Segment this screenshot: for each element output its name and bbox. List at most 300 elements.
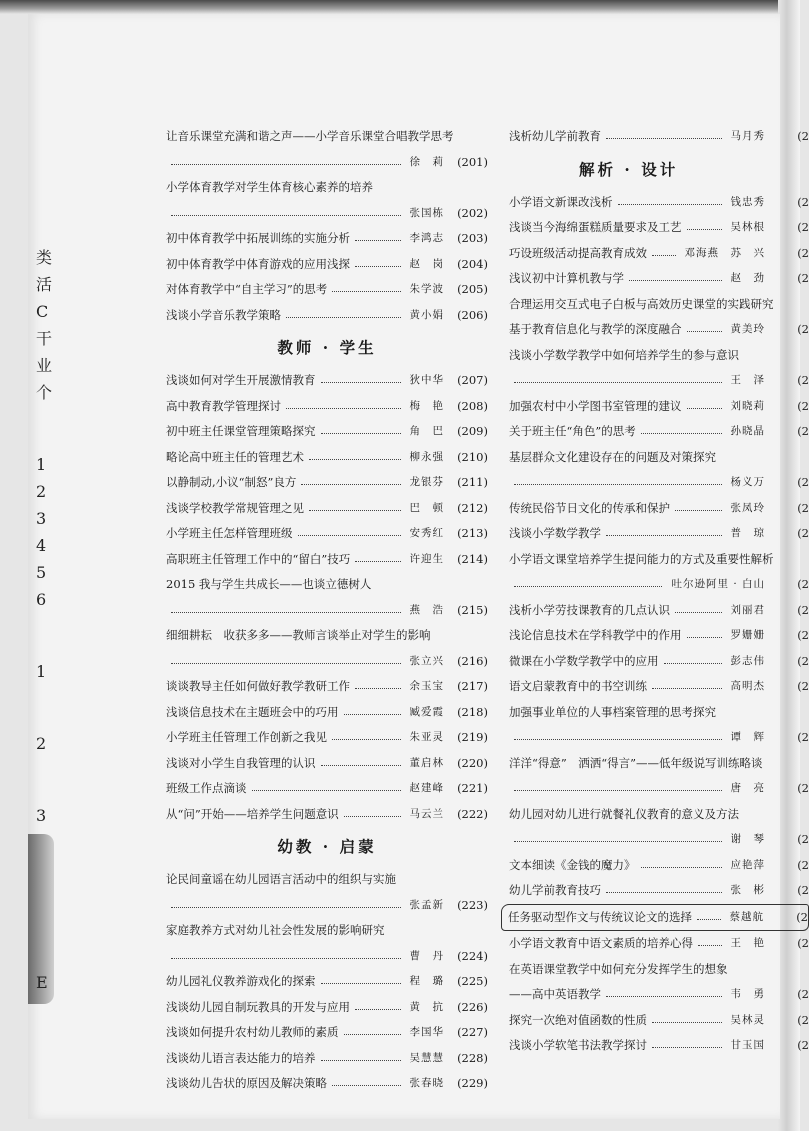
toc-page: (216) xyxy=(457,653,488,668)
toc-page: (2 xyxy=(797,857,809,872)
toc-author: 唐 亮 xyxy=(730,782,765,794)
toc-page: (210) xyxy=(457,449,488,464)
dot-leader xyxy=(171,164,401,165)
toc-title: 加强农村中小学图书室管理的建议 xyxy=(509,398,682,413)
toc-line xyxy=(166,496,488,522)
toc-leader-line xyxy=(166,150,488,176)
toc-title-line xyxy=(509,547,809,573)
toc-title: 浅谈小学数学教学 xyxy=(509,526,601,540)
toc-page: (2 xyxy=(797,526,809,540)
right-column xyxy=(509,124,809,1059)
dot-leader xyxy=(355,1009,401,1010)
toc-author: 高明杰 xyxy=(730,680,765,692)
toc-author: 彭志伟 xyxy=(730,654,765,667)
toc-line xyxy=(509,674,809,700)
toc-title: 浅谈学校教学常规管理之见 xyxy=(166,500,304,515)
toc-title: 浅议初中计算机教与学 xyxy=(509,271,624,285)
toc-title: 初中体育教学中体育游戏的应用浅探 xyxy=(166,256,350,271)
dot-leader xyxy=(321,765,401,766)
toc-title: 浅谈小学软笔书法教学探讨 xyxy=(509,1038,647,1052)
toc-author: 杨义万 xyxy=(730,476,765,488)
dot-leader xyxy=(514,739,722,740)
toc-page: (208) xyxy=(457,398,488,413)
dot-leader xyxy=(301,484,400,485)
toc-entry[interactable] xyxy=(509,215,809,241)
toc-leader-line xyxy=(166,649,488,675)
toc-entry[interactable] xyxy=(509,547,809,598)
toc-page: (2 xyxy=(797,936,809,950)
toc-line xyxy=(166,1020,488,1046)
toc-entry[interactable] xyxy=(509,124,809,150)
toc-page: (217) xyxy=(457,679,488,693)
toc-leader-line xyxy=(166,944,488,970)
dot-leader xyxy=(629,280,722,281)
toc-author: 黄美玲 xyxy=(730,323,765,335)
toc-author: 柳永强 xyxy=(409,450,444,463)
toc-author: 李鸿志 xyxy=(409,232,444,244)
toc-entry[interactable] xyxy=(166,368,488,394)
toc-author: 张国栋 xyxy=(409,206,444,219)
toc-leader-line xyxy=(509,368,809,394)
toc-line xyxy=(166,226,488,252)
fragment-char: 2 xyxy=(36,734,47,753)
toc-leader-line xyxy=(166,598,488,624)
fragment-char: 类 xyxy=(36,248,53,267)
toc-author: 巴 顿 xyxy=(409,501,444,514)
dot-leader xyxy=(687,229,722,230)
toc-line xyxy=(509,419,809,445)
dot-leader xyxy=(687,408,722,409)
toc-author: 朱学波 xyxy=(409,283,444,295)
toc-title: 任务驱动型作文与传统议论文的选择 xyxy=(508,909,692,924)
toc-author: 张凤玲 xyxy=(730,501,765,514)
dot-leader xyxy=(344,816,401,817)
toc-author: 角 巴 xyxy=(409,425,444,437)
toc-page: (222) xyxy=(457,806,488,821)
fragment-char: 个 xyxy=(36,383,53,402)
toc-leader-line xyxy=(509,776,809,802)
dot-leader xyxy=(606,138,722,139)
dot-leader xyxy=(698,945,722,946)
toc-title: 小学语文课堂培养学生提问能力的方式及重要性解析 xyxy=(509,551,774,566)
toc-title: 浅谈小学数学教学中如何培养学生的参与意识 xyxy=(509,347,739,362)
toc-entry[interactable] xyxy=(509,751,809,802)
toc-line xyxy=(166,969,488,995)
toc-author: 赵 劲 xyxy=(730,272,765,284)
toc-entry[interactable] xyxy=(509,394,809,420)
toc-entry[interactable] xyxy=(166,867,488,918)
toc-title-line xyxy=(166,918,488,944)
toc-entry[interactable] xyxy=(166,995,488,1021)
toc-line xyxy=(509,931,809,957)
toc-title: 浅谈当今海绵蛋糕质量要求及工艺 xyxy=(509,220,682,234)
dot-leader xyxy=(514,382,722,383)
toc-entry[interactable] xyxy=(509,241,809,267)
fragment-char: 5 xyxy=(36,563,47,582)
toc-entry[interactable] xyxy=(509,700,809,751)
toc-page: (2 xyxy=(797,987,809,1001)
toc-line xyxy=(509,598,809,624)
toc-title: 洋洋“得意” 洒洒“得言”——低年级说写训练略谈 xyxy=(509,755,763,770)
toc-entry[interactable] xyxy=(509,1033,809,1059)
toc-page: (2 xyxy=(797,628,809,642)
dot-leader xyxy=(641,867,722,868)
toc-entry[interactable] xyxy=(166,918,488,969)
dot-leader xyxy=(514,790,722,791)
dot-leader xyxy=(321,433,401,434)
toc-page: (205) xyxy=(457,282,488,296)
toc-title: 基于教育信息化与教学的深度融合 xyxy=(509,322,682,336)
dot-leader xyxy=(286,408,401,409)
toc-line xyxy=(166,303,488,329)
toc-author: 谭 辉 xyxy=(730,731,765,743)
toc-title: 幼儿园对幼儿进行就餐礼仪教育的意义及方法 xyxy=(509,806,739,821)
toc-page: (202) xyxy=(457,205,488,220)
toc-entry[interactable] xyxy=(509,649,809,675)
toc-title: 探究一次绝对值函数的性质 xyxy=(509,1012,647,1027)
toc-page: (2 xyxy=(797,220,809,234)
toc-title: 对体育教学中“自主学习”的思考 xyxy=(166,282,328,296)
dot-leader xyxy=(652,255,676,256)
toc-entry[interactable] xyxy=(509,190,809,216)
toc-title: 浅析小学劳技课教育的几点认识 xyxy=(509,602,670,617)
fragment-gap xyxy=(28,685,76,730)
toc-line xyxy=(166,394,488,420)
toc-line xyxy=(166,252,488,278)
toc-author: 张立兴 xyxy=(409,654,444,667)
toc-author: 安秀红 xyxy=(409,527,444,539)
toc-line xyxy=(509,878,809,904)
toc-page: (214) xyxy=(457,551,488,566)
toc-title: 2015 我与学生共成长——也谈立德树人 xyxy=(166,577,372,591)
dot-leader xyxy=(514,586,662,587)
toc-title: 加强事业单位的人事档案管理的思考探究 xyxy=(509,704,716,719)
dot-leader xyxy=(171,612,401,613)
toc-page: (2 xyxy=(797,424,809,438)
toc-author: 孙晓晶 xyxy=(730,425,765,437)
toc-author: 梅 艳 xyxy=(409,399,444,412)
toc-entry[interactable] xyxy=(166,277,488,303)
toc-line xyxy=(166,700,488,726)
toc-line xyxy=(509,623,809,649)
toc-page: (2 xyxy=(797,602,809,617)
toc-line xyxy=(509,1033,809,1059)
toc-page: (2 xyxy=(797,398,809,413)
dot-leader xyxy=(697,919,721,920)
toc-page: (206) xyxy=(457,307,488,322)
toc-line xyxy=(509,394,809,420)
toc-author: 李国华 xyxy=(409,1026,444,1038)
toc-page: (2 xyxy=(797,475,809,489)
toc-line xyxy=(166,547,488,573)
toc-title: 浅谈幼儿语言表达能力的培养 xyxy=(166,1050,316,1065)
toc-author: 龙银芬 xyxy=(409,476,444,488)
toc-entry-highlighted[interactable] xyxy=(501,904,809,932)
dot-leader xyxy=(332,1085,401,1086)
toc-entry[interactable] xyxy=(509,931,809,957)
toc-entry[interactable] xyxy=(166,751,488,777)
toc-entry[interactable] xyxy=(509,521,809,547)
toc-title-line xyxy=(509,751,809,777)
toc-line xyxy=(166,521,488,547)
toc-page: (212) xyxy=(457,500,488,515)
toc-author: 狄中华 xyxy=(409,374,444,386)
toc-page: (2 xyxy=(797,500,809,515)
toc-page: (209) xyxy=(457,424,488,438)
toc-page: (228) xyxy=(457,1050,488,1065)
toc-title: 幼儿学前教育技巧 xyxy=(509,883,601,897)
fragment-char: 活 xyxy=(36,275,53,294)
toc-entry[interactable] xyxy=(166,969,488,995)
toc-author: 应艳萍 xyxy=(730,858,765,871)
toc-page: (2 xyxy=(797,832,809,846)
toc-entry[interactable] xyxy=(166,623,488,674)
dot-leader xyxy=(298,535,401,536)
toc-author: 程 璐 xyxy=(409,975,444,987)
toc-page: (2 xyxy=(797,730,809,744)
toc-entry[interactable] xyxy=(509,496,809,522)
toc-page: (2 xyxy=(797,653,809,668)
toc-entry[interactable] xyxy=(166,1071,488,1097)
toc-page: (2 xyxy=(797,129,809,143)
toc-page: (2 xyxy=(797,373,809,387)
dot-leader xyxy=(641,433,722,434)
toc-author: 徐 莉 xyxy=(409,155,444,168)
toc-entry[interactable] xyxy=(166,802,488,828)
toc-page: (2 xyxy=(797,194,809,209)
toc-author: 马月秀 xyxy=(730,130,765,142)
toc-title: 从“问”开始——培养学生问题意识 xyxy=(166,806,339,821)
dot-leader xyxy=(344,714,401,715)
toc-page: (221) xyxy=(457,781,488,795)
fragment-char: C xyxy=(36,302,49,321)
toc-entry[interactable] xyxy=(166,175,488,226)
fragment-char: 6 xyxy=(36,590,47,609)
toc-line xyxy=(166,995,488,1021)
dot-leader xyxy=(171,907,401,908)
toc-entry[interactable] xyxy=(509,266,809,292)
toc-title: 文本细读《金钱的魔力》 xyxy=(509,857,636,872)
section-heading-teacher-student: 教师 · 学生 xyxy=(277,338,377,357)
toc-entry[interactable] xyxy=(166,725,488,751)
toc-entry[interactable] xyxy=(166,547,488,573)
toc-title: 浅析幼儿学前教育 xyxy=(509,129,601,143)
toc-entry[interactable] xyxy=(166,124,488,175)
toc-entry[interactable] xyxy=(509,598,809,624)
toc-page: (203) xyxy=(457,231,488,245)
toc-page: (204) xyxy=(457,256,488,271)
toc-entry[interactable] xyxy=(166,226,488,252)
fragment-gap xyxy=(28,613,76,658)
dot-leader xyxy=(675,510,722,511)
toc-line xyxy=(166,445,488,471)
toc-title: 班级工作点滴谈 xyxy=(166,781,247,795)
toc-title-line xyxy=(166,867,488,893)
toc-author: 燕 浩 xyxy=(409,603,444,616)
toc-entry[interactable] xyxy=(509,957,809,1008)
toc-entry[interactable] xyxy=(166,572,488,623)
toc-leader-line xyxy=(509,725,809,751)
toc-title: 谈谈教导主任如何做好教学教研工作 xyxy=(166,679,350,693)
toc-author: 黄 抗 xyxy=(409,1000,444,1013)
dot-leader xyxy=(675,612,722,613)
toc-title: 高职班主任管理工作中的“留白”技巧 xyxy=(166,551,351,566)
toc-entry[interactable] xyxy=(166,674,488,700)
toc-title: 细细耕耘 收获多多——教师言谈举止对学生的影响 xyxy=(166,628,431,642)
toc-line xyxy=(166,1046,488,1072)
dot-leader xyxy=(652,688,722,689)
toc-title: 小学语文新课改浅析 xyxy=(509,194,613,209)
dot-leader xyxy=(355,688,401,689)
toc-page: (2 xyxy=(797,271,809,285)
toc-author: 张春晓 xyxy=(409,1077,444,1089)
toc-entry[interactable] xyxy=(166,1020,488,1046)
toc-title-line xyxy=(509,700,809,726)
fragment-char: 2 xyxy=(36,482,47,501)
previous-page-fragment xyxy=(28,244,76,996)
toc-page: (2 xyxy=(797,245,809,260)
toc-author: 甘玉国 xyxy=(730,1039,765,1051)
toc-author: 赵 岗 xyxy=(409,257,444,270)
toc-title: 初中体育教学中拓展训练的实施分析 xyxy=(166,231,350,245)
dot-leader xyxy=(652,1022,722,1023)
dot-leader xyxy=(606,535,722,536)
toc-entry[interactable] xyxy=(509,445,809,496)
fragment-char: 4 xyxy=(36,536,47,555)
toc-line xyxy=(509,496,809,522)
dot-leader xyxy=(355,240,401,241)
toc-page: (2 xyxy=(797,1038,809,1052)
toc-entry[interactable] xyxy=(166,521,488,547)
toc-page: (218) xyxy=(457,704,488,719)
toc-entry[interactable] xyxy=(509,674,809,700)
toc-title: 让音乐课堂充满和谐之声——小学音乐课堂合唱教学思考 xyxy=(166,129,454,143)
toc-title: 巧设班级活动提高教育成效 xyxy=(509,245,647,260)
fragment-char: 业 xyxy=(36,356,53,375)
toc-line xyxy=(509,190,809,216)
toc-title: 微课在小学数学教学中的应用 xyxy=(509,653,659,668)
toc-line xyxy=(509,1008,809,1034)
toc-author: 余玉宝 xyxy=(409,680,444,692)
toc-title: 高中教育教学管理探讨 xyxy=(166,398,281,413)
toc-entry[interactable] xyxy=(509,853,809,879)
toc-title: 小学班主任怎样管理班级 xyxy=(166,526,293,540)
toc-entry[interactable] xyxy=(509,343,809,394)
dot-leader xyxy=(344,1034,401,1035)
toc-author: 马云兰 xyxy=(409,807,444,820)
toc-entry[interactable] xyxy=(509,1008,809,1034)
toc-title-line xyxy=(166,175,488,201)
toc-title: 家庭教养方式对幼儿社会性发展的影响研究 xyxy=(166,923,385,937)
toc-title: 浅谈幼儿告状的原因及解决策略 xyxy=(166,1076,327,1090)
toc-entry[interactable] xyxy=(166,496,488,522)
toc-entry[interactable] xyxy=(509,802,809,853)
toc-entry[interactable] xyxy=(166,776,488,802)
toc-author: 张孟新 xyxy=(409,898,444,911)
fragment-gap xyxy=(28,406,76,451)
toc-entry[interactable] xyxy=(166,700,488,726)
toc-leader-line xyxy=(509,982,809,1008)
toc-entry[interactable] xyxy=(166,252,488,278)
dot-leader xyxy=(664,663,722,664)
dot-leader xyxy=(309,459,401,460)
toc-entry[interactable] xyxy=(509,878,809,904)
toc-entry[interactable] xyxy=(166,419,488,445)
toc-author: 赵建峰 xyxy=(409,782,444,794)
dot-leader xyxy=(332,739,401,740)
toc-title: 论民间童谣在幼儿园语言活动中的组织与实施 xyxy=(166,872,396,886)
toc-entry[interactable] xyxy=(509,419,809,445)
toc-page: (2 xyxy=(797,679,809,693)
toc-entry[interactable] xyxy=(166,445,488,471)
fragment-char: 干 xyxy=(36,329,53,348)
dot-leader xyxy=(332,291,400,292)
section-heading-analysis-design: 解析 · 设计 xyxy=(579,159,679,179)
toc-author: 黄小娟 xyxy=(409,308,444,321)
toc-author: 曹 丹 xyxy=(409,949,444,962)
toc-author: 谢 琴 xyxy=(730,833,765,845)
toc-author: 朱亚灵 xyxy=(409,731,444,743)
toc-entry[interactable] xyxy=(509,317,809,343)
toc-author: 臧爱霞 xyxy=(409,705,444,718)
toc-line xyxy=(166,802,488,828)
toc-author: 普 琼 xyxy=(730,527,765,539)
toc-title-line xyxy=(509,292,809,318)
toc-entry[interactable] xyxy=(166,1046,488,1072)
toc-page: (225) xyxy=(457,974,488,988)
fragment-gap xyxy=(28,757,76,802)
toc-entry[interactable] xyxy=(509,623,809,649)
toc-leader-line xyxy=(166,893,488,919)
toc-title-line xyxy=(509,445,809,471)
toc-entry[interactable] xyxy=(509,292,809,318)
toc-line xyxy=(508,905,808,931)
toc-title-line xyxy=(509,343,809,369)
toc-line xyxy=(166,725,488,751)
toc-title: 小学体育教学对学生体育核心素养的培养 xyxy=(166,180,373,194)
dot-leader xyxy=(355,266,401,267)
dot-leader xyxy=(514,841,722,842)
dot-leader xyxy=(687,331,722,332)
toc-line xyxy=(509,266,809,292)
toc-author: 钱忠秀 xyxy=(730,195,765,208)
toc-line xyxy=(509,521,809,547)
toc-leader-line xyxy=(509,572,809,598)
toc-page: (226) xyxy=(457,999,488,1014)
dot-leader xyxy=(321,1060,401,1061)
dot-leader xyxy=(321,382,401,383)
toc-title: 初中班主任课堂管理策略探究 xyxy=(166,424,316,438)
toc-entry[interactable] xyxy=(166,470,488,496)
toc-line xyxy=(166,1071,488,1097)
toc-leader-line xyxy=(509,827,809,853)
toc-page: (219) xyxy=(457,730,488,744)
toc-page: (201) xyxy=(457,154,488,169)
toc-page: (2 xyxy=(797,577,809,591)
toc-entry[interactable] xyxy=(166,303,488,329)
toc-title: 小学班主任管理工作创新之我见 xyxy=(166,730,327,744)
dot-leader xyxy=(606,892,722,893)
dot-leader xyxy=(321,983,401,984)
toc-entry[interactable] xyxy=(166,394,488,420)
toc-author: 吐尔逊阿里 · 白山 xyxy=(671,578,765,590)
fragment-gap xyxy=(28,829,76,969)
dot-leader xyxy=(171,663,401,664)
toc-author: 蔡越航 xyxy=(729,910,764,923)
toc-author: 吴慧慧 xyxy=(409,1051,444,1064)
toc-title: 以静制动,小议“制怒”良方 xyxy=(166,475,297,489)
toc-title: 浅谈小学音乐教学策略 xyxy=(166,307,281,322)
